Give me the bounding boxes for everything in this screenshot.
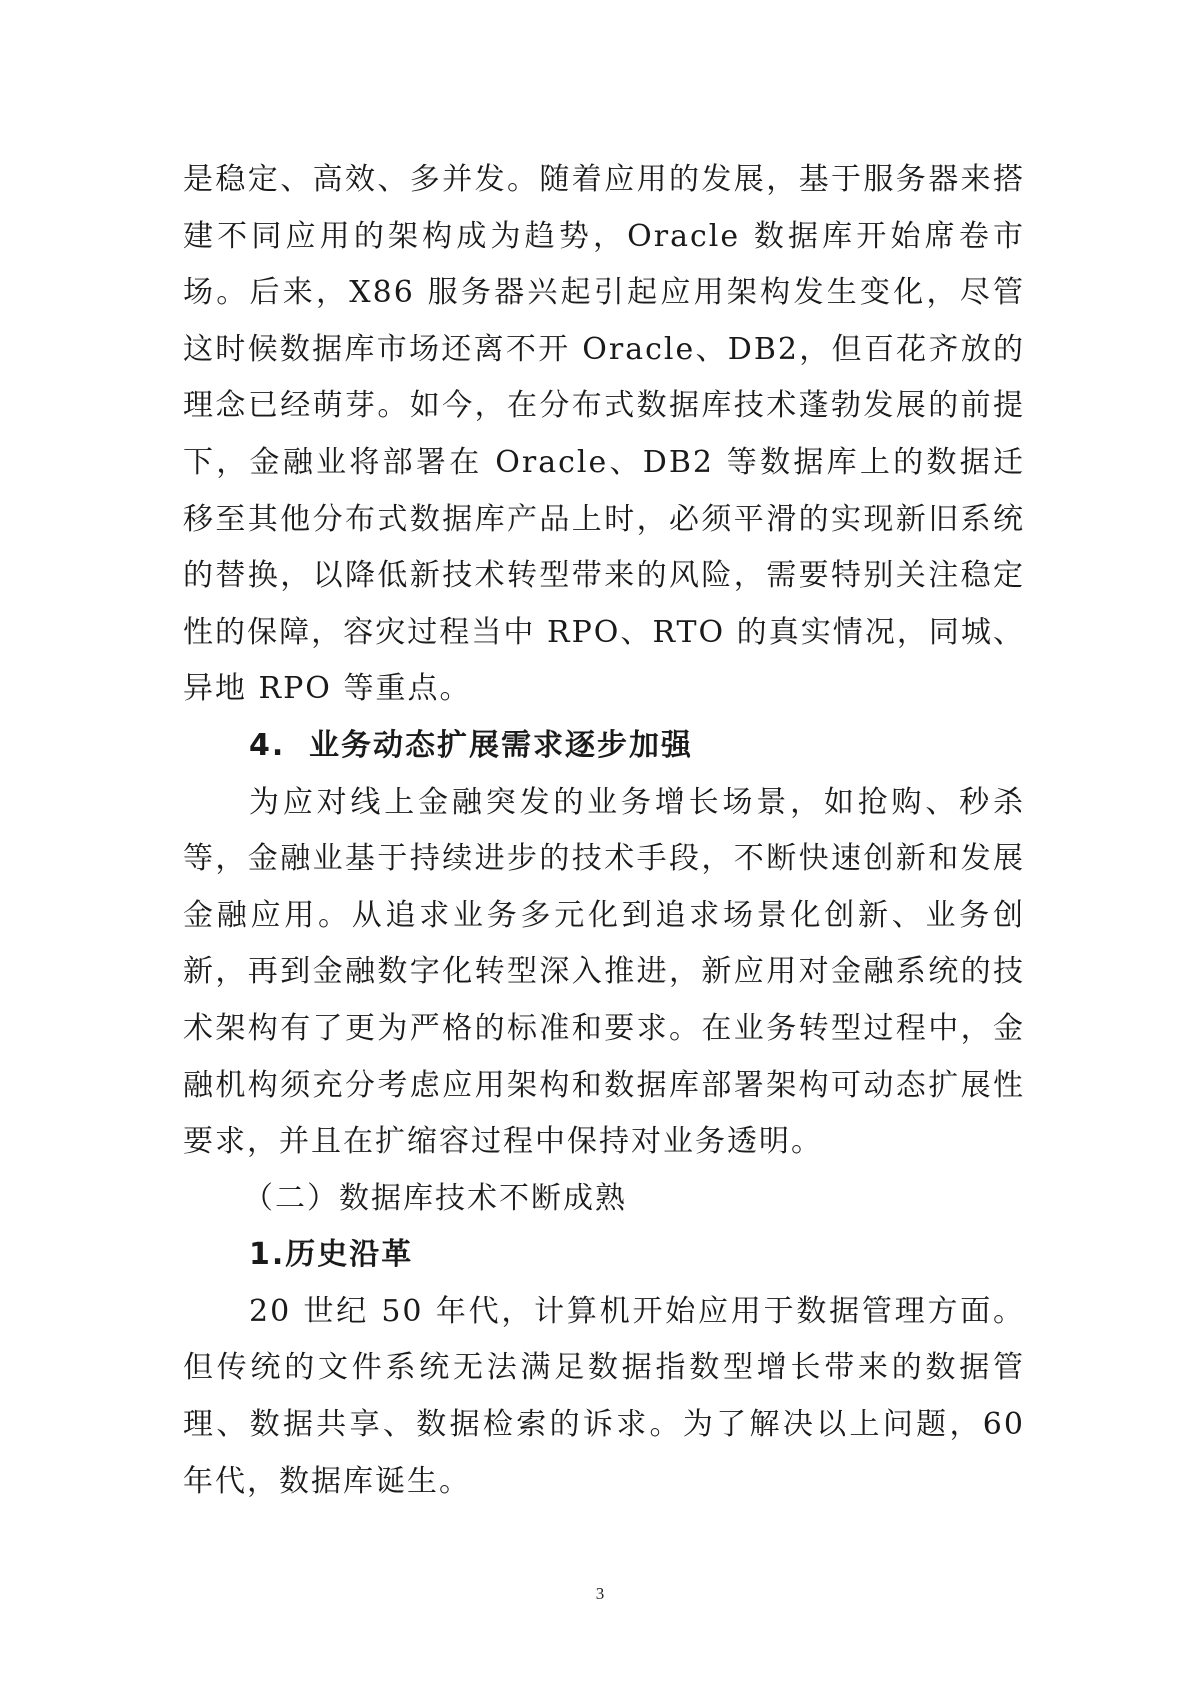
- body-paragraph: 20 世纪 50 年代，计算机开始应用于数据管理方面。但传统的文件系统无法满足数据指数型增长带来的数据管理、数据共享、数据检索的诉求。为了解决以上问题，60 年代，数据库诞生。: [183, 1293, 1025, 1499]
- heading-number: 4.: [249, 727, 286, 763]
- section-heading: （二）数据库技术不断成熟: [243, 1180, 627, 1216]
- document-body: [183, 152, 1025, 1510]
- heading-title: 业务动态扩展需求逐步加强: [309, 727, 693, 763]
- subsection-heading: [183, 718, 1025, 775]
- subsection-heading: 1.历史沿革: [249, 1237, 414, 1273]
- body-paragraph: 是稳定、高效、多并发。随着应用的发展，基于服务器来搭建不同应用的架构成为趋势，Oracle 数据库开始席卷市场。后来，X86 服务器兴起引起应用架构发生变化，尽管这时候数据库市场还离不开 Oracle、DB2，但百花齐放的理念已经萌芽。如今，在分布式数据库技术蓬勃发展的前提下，金融业将部署在 Oracle、DB2 等数据库上的数据迁移至其他分布式数据库产品上时，必须平滑的实现新旧系统的替换，以降低新技术转型带来的风险，需要特别关注稳定性的保障，容灾过程当中 RPO、RTO 的真实情况，同城、异地 RPO 等重点。: [183, 162, 1025, 707]
- body-paragraph: 为应对线上金融突发的业务增长场景，如抢购、秒杀等，金融业基于持续进步的技术手段，不断快速创新和发展金融应用。从追求业务多元化到追求场景化创新、业务创新，再到金融数字化转型深入推进，新应用对金融系统的技术架构有了更为严格的标准和要求。在业务转型过程中，金融机构须充分考虑应用架构和数据库部署架构可动态扩展性要求，并且在扩缩容过程中保持对业务透明。: [183, 784, 1025, 1160]
- page-number: 3: [595, 1584, 605, 1603]
